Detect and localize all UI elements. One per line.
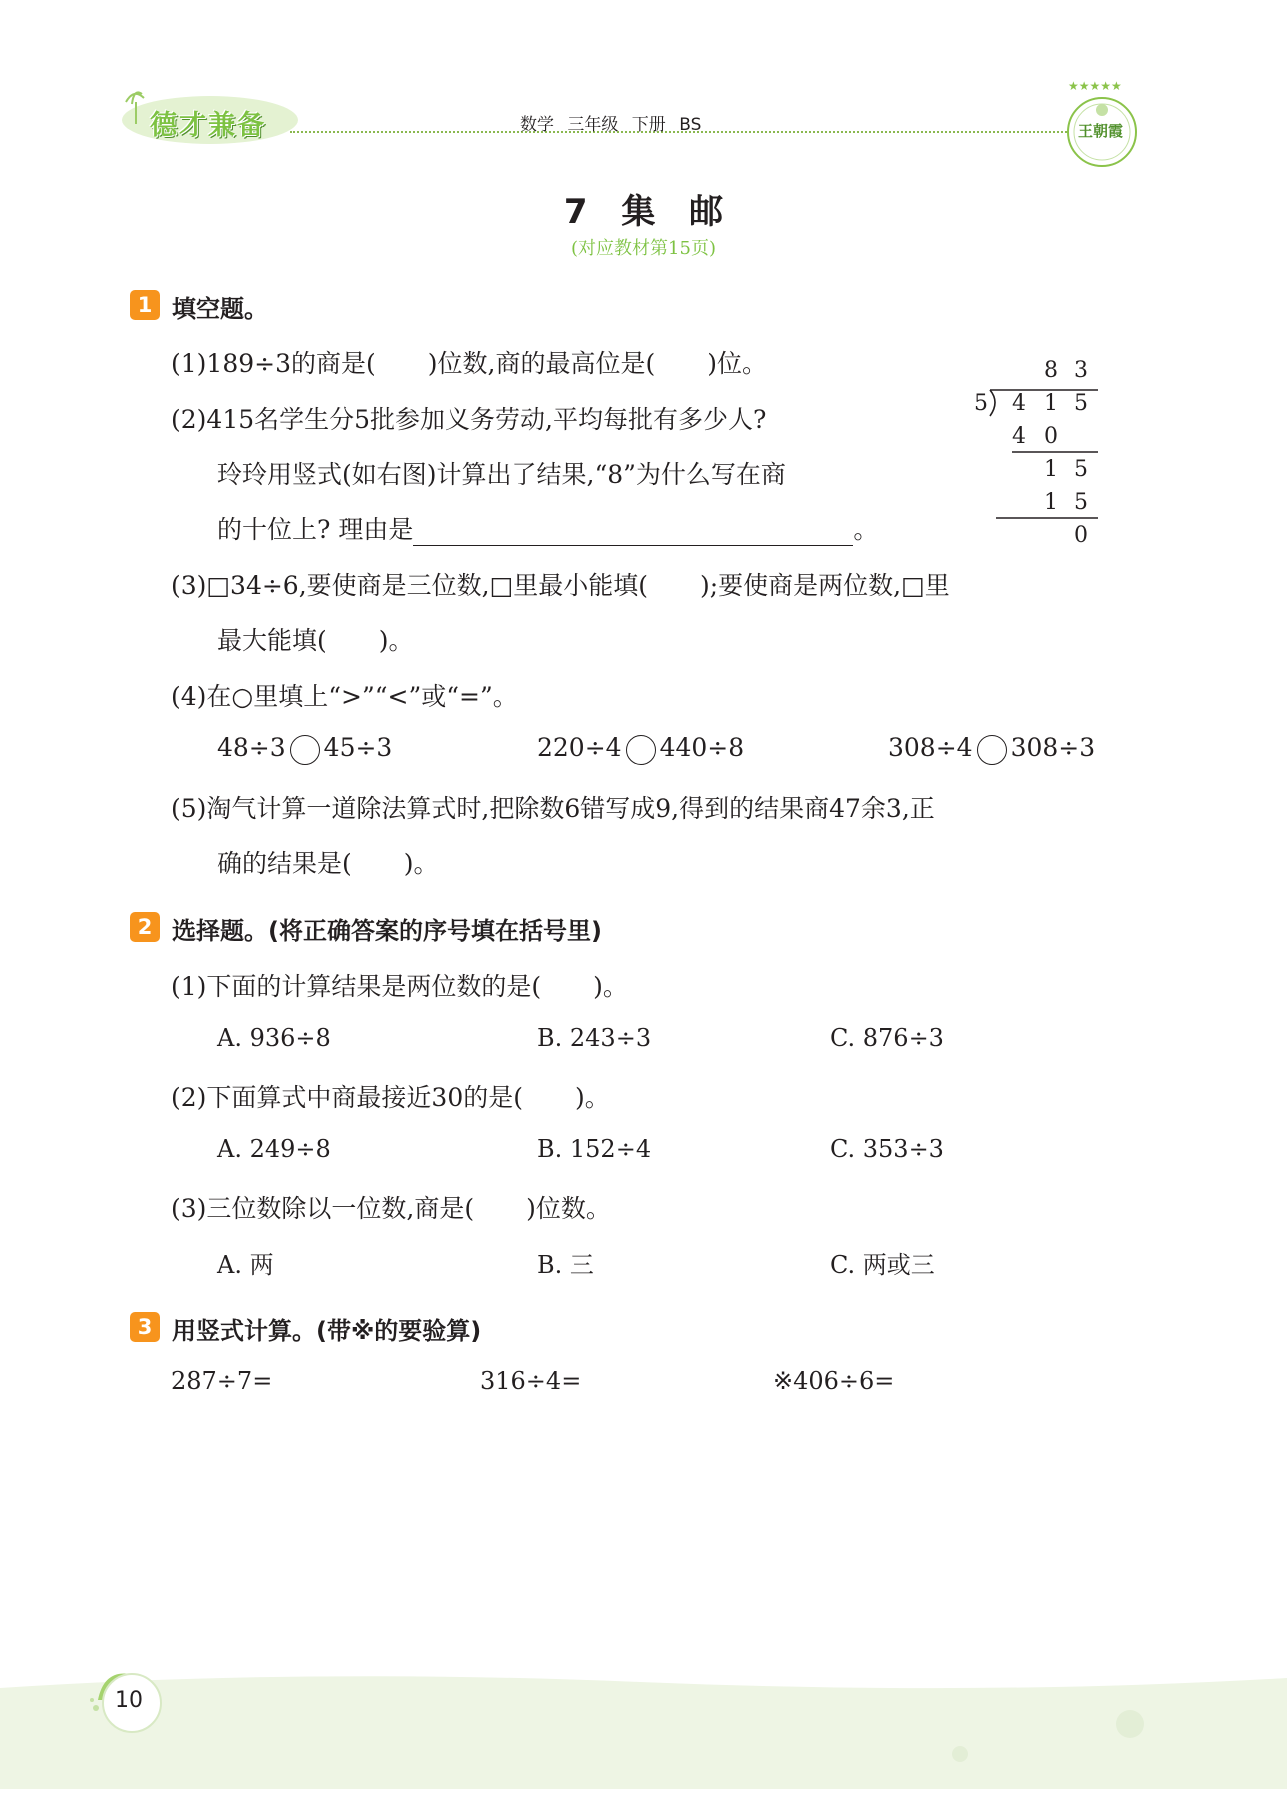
option-a[interactable]: A. 936÷8 — [217, 1024, 331, 1052]
q1-1-text-b: )位数,商的最高位是( — [427, 349, 656, 378]
question-2-1 — [171, 967, 628, 1003]
calc-item-3: ※406÷6= — [773, 1367, 895, 1395]
q1-5-text-a: 确的结果是( — [217, 849, 352, 878]
seal-text: 王朝霞 — [1078, 122, 1124, 140]
q2-2-stem-end: )。 — [574, 1083, 610, 1112]
step-digit: 4 — [1012, 424, 1026, 449]
logo-text: 德才兼备 — [150, 110, 266, 141]
header-book-info: 数学 三年级 下册 BS — [520, 115, 702, 135]
option-b[interactable]: B. 三 — [537, 1251, 594, 1279]
option-b[interactable]: B. 243÷3 — [537, 1024, 652, 1052]
q2-3-stem-end: )位数。 — [526, 1194, 611, 1223]
section-number-1: 1 — [130, 290, 160, 320]
q2-3-stem: (3)三位数除以一位数,商是( — [171, 1194, 475, 1223]
section-title-1: 填空题。 — [172, 295, 268, 323]
option-c[interactable]: C. 353÷3 — [830, 1135, 944, 1163]
lesson-subtitle: (对应教材第15页) — [571, 238, 716, 259]
lesson-title: 7 集 邮 — [563, 192, 724, 232]
q1-2-text-a: 的十位上? 理由是 — [217, 515, 414, 544]
dividend-digit: 4 — [1012, 391, 1026, 416]
svg-text:★★★★★: ★★★★★ — [1068, 79, 1122, 93]
section-number-3: 3 — [130, 1312, 160, 1342]
compare-left: 220÷4 — [537, 733, 622, 762]
compare-item-1 — [217, 733, 392, 765]
q1-1-text-a: (1)189÷3的商是( — [171, 349, 376, 378]
question-2-2 — [171, 1078, 610, 1114]
q2-1-stem: (1)下面的计算结果是两位数的是( — [171, 972, 542, 1001]
q1-3-text-c: 最大能填( — [217, 626, 327, 655]
option-c[interactable]: C. 两或三 — [830, 1251, 935, 1279]
question-1-3-line1 — [171, 566, 950, 602]
option-b[interactable]: B. 152÷4 — [537, 1135, 652, 1163]
question-1-2-line2: 玲玲用竖式(如右图)计算出了结果,“8”为什么写在商 — [217, 460, 786, 489]
option-c[interactable]: C. 876÷3 — [830, 1024, 944, 1052]
question-2-3 — [171, 1189, 611, 1225]
section-number-2: 2 — [130, 912, 160, 942]
divisor: 5 — [974, 391, 988, 416]
section-title-3: 用竖式计算。(带※的要验算) — [172, 1317, 482, 1345]
compare-left: 48÷3 — [217, 733, 286, 762]
question-1-3-line2 — [217, 621, 414, 657]
question-1-1 — [171, 344, 767, 380]
compare-right: 440÷8 — [659, 733, 745, 762]
compare-right: 45÷3 — [323, 733, 393, 762]
question-1-4-line1: (4)在○里填上“>”“<”或“=”。 — [171, 682, 518, 711]
long-division-figure — [972, 356, 1102, 556]
dividend-digit: 5 — [1074, 391, 1088, 416]
compare-circle[interactable] — [626, 735, 656, 765]
option-a[interactable]: A. 两 — [217, 1251, 274, 1279]
calc-item-2: 316÷4= — [480, 1367, 582, 1395]
compare-item-2 — [537, 733, 744, 765]
question-1-2-line1: (2)415名学生分5批参加义务劳动,平均每批有多少人? — [171, 405, 767, 434]
q1-3-text-b: );要使商是两位数,□里 — [699, 571, 950, 600]
q2-1-stem-end: )。 — [593, 972, 628, 1001]
step-digit: 5 — [1074, 457, 1088, 482]
compare-circle[interactable] — [977, 735, 1007, 765]
q1-1-text-c: )位。 — [707, 349, 767, 378]
compare-right: 308÷3 — [1010, 733, 1096, 762]
q2-2-stem: (2)下面算式中商最接近30的是( — [171, 1083, 523, 1112]
option-a[interactable]: A. 249÷8 — [217, 1135, 331, 1163]
step-digit: 1 — [1044, 457, 1058, 482]
q1-2-text-b: 。 — [853, 515, 879, 544]
question-1-2-line3 — [217, 510, 878, 546]
footer-background — [0, 1668, 1287, 1789]
q1-5-text-b: )。 — [403, 849, 439, 878]
section-title-2: 选择题。(将正确答案的序号填在括号里) — [172, 917, 602, 945]
quotient-digit: 8 — [1044, 358, 1058, 383]
remainder-digit: 0 — [1074, 523, 1088, 548]
calc-item-1: 287÷7= — [171, 1367, 273, 1395]
page-number: 10 — [115, 1688, 143, 1713]
compare-circle[interactable] — [290, 735, 320, 765]
compare-item-3 — [888, 733, 1095, 765]
step-digit: 1 — [1044, 490, 1058, 515]
compare-left: 308÷4 — [888, 733, 973, 762]
question-1-5-line2 — [217, 844, 439, 880]
quotient-digit: 3 — [1074, 358, 1088, 383]
reason-answer-line[interactable] — [413, 519, 853, 546]
step-digit: 0 — [1044, 424, 1058, 449]
q1-3-text-a: (3)□34÷6,要使商是三位数,□里最小能填( — [171, 571, 648, 600]
dividend-digit: 1 — [1044, 391, 1058, 416]
question-1-5-line1: (5)淘气计算一道除法算式时,把除数6错写成9,得到的结果商47余3,正 — [171, 794, 935, 823]
q1-3-text-d: )。 — [378, 626, 414, 655]
step-digit: 5 — [1074, 490, 1088, 515]
